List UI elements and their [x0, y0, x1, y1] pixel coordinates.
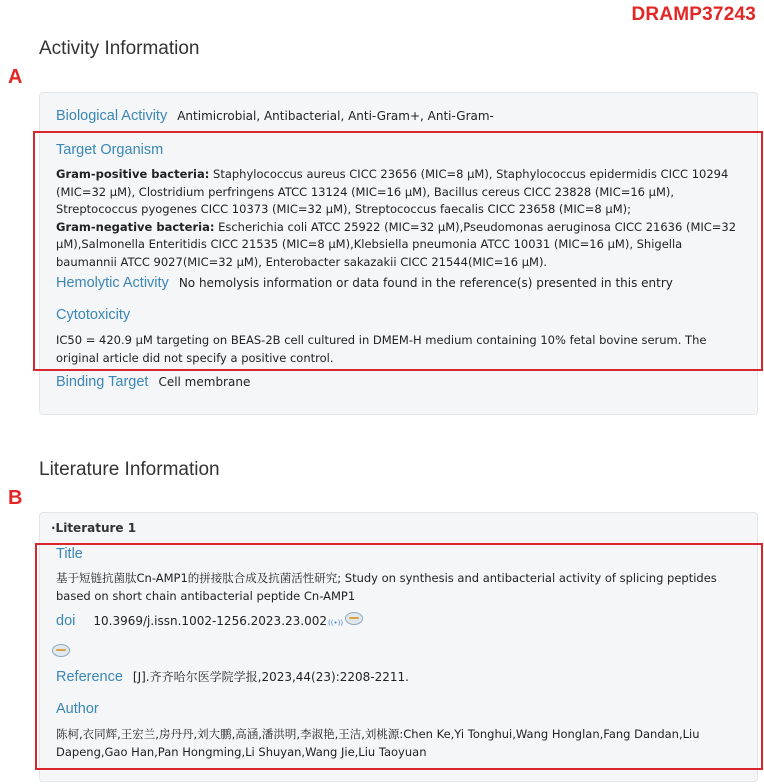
cytotoxicity-label: Cytotoxicity	[56, 307, 131, 323]
title-value: 基于短链抗菌肽Cn-AMP1的拼接肽合成及抗菌活性研究; Study on synthesis and antibacterial activity of splicing peptides based on short chain antibacterial peptide Cn-AMP1	[56, 571, 717, 603]
title-label: Title	[56, 546, 83, 562]
biological-activity-label: Biological Activity	[56, 108, 168, 124]
literature-section-title: Literature Information	[39, 459, 220, 480]
entry-id: DRAMP37243	[631, 4, 756, 25]
biological-activity-row	[56, 108, 494, 124]
secondary-link-row	[52, 640, 70, 659]
panel-letter-a: A	[8, 66, 23, 88]
activity-section-title: Activity Information	[39, 38, 200, 59]
cytotoxicity-value: IC50 = 420.9 μM targeting on BEAS-2B cell cultured in DMEM-H medium containing 10% fetal bovine serum. The original article did not specify a positive control.	[56, 333, 707, 365]
target-organism-text	[56, 166, 746, 271]
binding-target-value: Cell membrane	[158, 375, 251, 389]
gram-negative-text: Escherichia coli ATCC 25922 (MIC=32 μM),Pseudomonas aeruginosa CICC 21636 (MIC=32 μM),Salmonella Enteritidis CICC 21535 (MIC=8 μM),Klebsiella pneumonia ATCC 10031 (MIC=16 μM), Shigella baumannii ATCC 9027(MIC=32 μM), Enterobacter sakazakii CICC 21544(MIC=16 μM).	[56, 219, 737, 269]
panel-letter-b: B	[8, 487, 23, 509]
hemolytic-activity-row	[56, 275, 673, 291]
doi-label: doi	[56, 613, 76, 629]
gram-positive-label: Gram-positive bacteria:	[56, 167, 210, 181]
reference-label: Reference	[56, 669, 123, 685]
doi-row	[56, 612, 363, 629]
gram-negative-label: Gram-negative bacteria:	[56, 219, 215, 234]
reference-value: [J].齐齐哈尔医学院学报,2023,44(23):2208-2211.	[132, 670, 409, 684]
gram-positive-text: Staphylococcus aureus CICC 23656 (MIC=8 μM), Staphylococcus epidermidis CICC 10294 (MIC=32 μM), Clostridium perfringens ATCC 13124 (MIC=16 μM), Bacillus cereus CICC 23828 (MIC=16 μM), Streptococcus pyogenes CICC 10373 (MIC=32 μM), Streptococcus faecalis CICC 23658 (MIC=8 μM);	[56, 167, 729, 216]
hemolytic-activity-value: No hemolysis information or data found in the reference(s) presented in this entry	[178, 276, 673, 290]
target-organism-label: Target Organism	[56, 142, 164, 158]
doi-link[interactable]: 10.3969/j.issn.1002-1256.2023.23.002	[93, 614, 327, 628]
author-value: 陈柯,衣同辉,王宏兰,房丹丹,刘大鹏,高涵,潘洪明,李淑艳,王洁,刘桃源:Chen Ke,Yi Tonghui,Wang Honglan,Fang Dandan,Liu Dapeng,Gao Han,Pan Hongming,Li Shuyan,Wang Jie,Liu Taoyuan	[56, 727, 700, 759]
literature-item-heading: ·Literature 1	[51, 521, 137, 535]
reference-row	[56, 668, 409, 685]
binding-target-label: Binding Target	[56, 374, 149, 390]
binding-target-row	[56, 374, 250, 390]
author-label: Author	[56, 701, 99, 717]
external-link-badge-icon[interactable]	[52, 644, 70, 657]
signal-icon[interactable]: ((•))	[328, 619, 344, 627]
external-link-badge-icon[interactable]	[345, 612, 363, 625]
hemolytic-activity-label: Hemolytic Activity	[56, 275, 169, 291]
biological-activity-value: Antimicrobial, Antibacterial, Anti-Gram+, Anti-Gram-	[177, 109, 494, 123]
